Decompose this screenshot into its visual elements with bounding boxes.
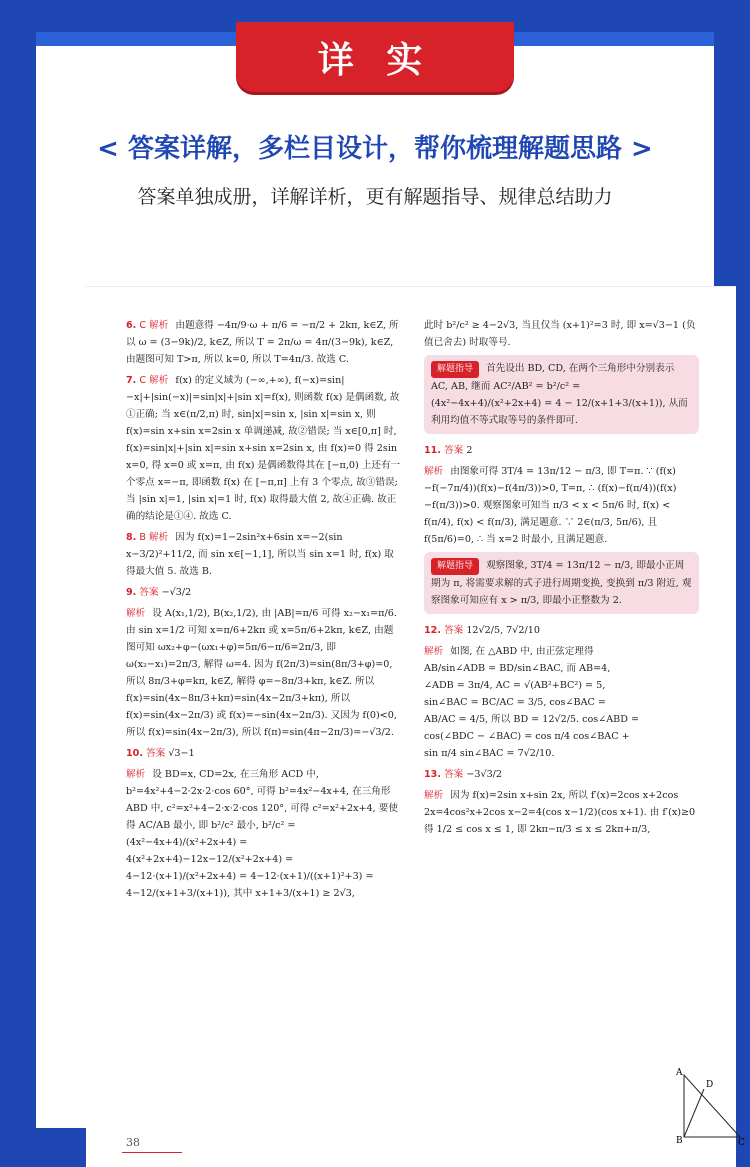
- item-text: 设 BD=x, CD=2x, 在三角形 ACD 中, b²=4x²+4−2·2x·2·cos 60°, 可得 b²=4x²−4x+4, 在三角形 ABD 中, c²=x²+4−2·x·2·cos 120°, 可得 c²=x²+2x+4, 要使得 AC/AB 最小, 即 b²/c² 最小, b²/c² = (4x²−4x+4)/(x²+2x+4) = 4(x²+2x+4)−12x−12/(x²+2x+4) = 4−12·(x+1)/(x²+2x+4) = 4−12·(x+1)/((x+1)²+3) = 4−12/(x+1+3/(x+1)), 其中 x+1+3/(x+1) ≥ 2√3,: [126, 769, 398, 899]
- item-text: f(x) 的定义域为 (−∞,+∞), f(−x)=sin|−x|+|sin(−x)|=sin|x|+|sin x|=f(x), 则函数 f(x) 是偶函数, 故①正确; 当 x∈(π/2,π) 时, sin|x|=sin x, |sin x|=sin x, 则 f(x)=sin x+sin x=2sin x 单调递减, 故②错误; 当 x∈[0,π] 时, f(x)=sin|x|+|sin x|=sin x+sin x=2sin x, 由 f(x)=0 得 2sin x=0, 得 x=0 或 x=π, 由 f(x) 是偶函数得其在 [−π,0) 上还有一个零点 x=−π, 即函数 f(x) 在 [−π,π] 上有 3 个零点, 故③错误; 当 |sin x|=1, |sin x|=1 时, f(x) 取得最大值 2, 故④正确. 故正确的结论是①④. 故选 C.: [126, 375, 401, 522]
- answer-item-11: [424, 442, 699, 459]
- right-column: [424, 317, 699, 842]
- answer-item-12-analysis: [424, 643, 699, 762]
- item-number: 11.: [424, 445, 441, 456]
- item-tag: 解析: [126, 769, 146, 780]
- answer-item-12: [424, 622, 699, 639]
- item-text: 由图象可得 3T/4 = 13π/12 − π/3, 即 T=π. ∵ (f(x)−f(−7π/4))(f(x)−f(4π/3))>0, T=π, ∴ (f(x)−f(π/4))(f(x)−f(π/3))>0. 观察图象可知当 π/3 < x < 5π/6 时, f(x) < f(π/4), f(x) < f(π/3), 满足题意. ∵ 2∈(π/3, 5π/6), 且 f(5π/6)=0, ∴ 当 x=2 时最小, 且满足题意.: [424, 466, 677, 545]
- item-text: 2: [466, 445, 473, 456]
- answer-item-10-cont: [424, 317, 699, 351]
- answer-item-13-analysis: [424, 787, 699, 838]
- tip-label: 解题指导: [431, 361, 479, 378]
- item-tag: 解析: [126, 608, 146, 619]
- item-tag: 答案: [444, 769, 464, 780]
- tip-text: 观察图象, 3T/4 = 13π/12 − π/3, 即最小正周期为 π, 将需要求解的式子进行周期变换, 变换到 π/3 附近, 观察图象可知应有 x > π/3, 即最小正整数为 2.: [431, 560, 692, 606]
- item-tag: 解析: [424, 790, 444, 801]
- item-text: −3√3/2: [466, 769, 503, 780]
- label-d: D: [706, 1080, 714, 1090]
- item-number: 12.: [424, 625, 441, 636]
- item-text: −√3/2: [161, 587, 192, 598]
- item-tag: 答案: [444, 625, 464, 636]
- tip-text: 首先设出 BD, CD, 在两个三角形中分别表示 AC, AB, 继而 AC²/AB² = b²/c² = (4x²−4x+4)/(x²+2x+4) = 4 − 12/(x+1+3/(x+1)), 从而利用均值不等式取等号的条件即可.: [431, 363, 688, 426]
- answer-item-10: [126, 745, 401, 762]
- answer-item-8: [126, 529, 401, 580]
- answer-item-6: [126, 317, 401, 368]
- item-tag: 答案: [139, 587, 159, 598]
- item-number: 6.: [126, 320, 137, 331]
- title-ribbon: [236, 22, 514, 92]
- answer-item-7: [126, 372, 401, 525]
- label-a: A: [676, 1068, 683, 1078]
- item-number: 9.: [126, 587, 137, 598]
- item-number: 13.: [424, 769, 441, 780]
- headline: < 答案详解，多栏目设计，帮你梳理解题思路 >: [97, 134, 653, 164]
- label-b: B: [676, 1136, 683, 1146]
- item-text: √3−1: [168, 748, 195, 759]
- item-text: 此时 b²/c² ≥ 4−2√3, 当且仅当 (x+1)²=3 时, 即 x=√3−1 (负值已舍去) 时取等号.: [424, 320, 696, 348]
- answer-item-13: [424, 766, 699, 783]
- answer-item-9: [126, 584, 401, 601]
- answer-item-11-analysis: [424, 463, 699, 548]
- item-tag: 答案: [146, 748, 166, 759]
- answer-item-10-analysis: [126, 766, 401, 902]
- item-text: 因为 f(x)=2sin x+sin 2x, 所以 f′(x)=2cos x+2cos 2x=4cos²x+2cos x−2=4(cos x−1/2)(cos x+1). 由 f′(x)≥0 得 1/2 ≤ cos x ≤ 1, 即 2kπ−π/3 ≤ x ≤ 2kπ+π/3,: [424, 790, 696, 835]
- item-tag: 解析: [424, 466, 444, 477]
- item-number: 7.: [126, 375, 137, 386]
- item-number: 10.: [126, 748, 143, 759]
- item-text: 设 A(x₁,1/2), B(x₂,1/2), 由 |AB|=π/6 可得 x₂−x₁=π/6. 由 sin x=1/2 可知 x=π/6+2kπ 或 x=5π/6+2kπ, k∈Z, 由题图可知 ωx₂+φ−(ωx₁+φ)=5π/6−π/6=2π/3, 即 ω(x₂−x₁)=2π/3, 解得 ω=4. 因为 f(2π/3)=sin(8π/3+φ)=0, 所以 8π/3+φ=kπ, k∈Z, 解得 φ=−8π/3+kπ, k∈Z. 所以 f(x)=sin(4x−8π/3+kπ)=sin(4x−2π/3+kπ), 所以 f(x)=sin(4x−2π/3) 或 f(x)=−sin(4x−2π/3). 又因为 f(0)<0, 所以 f(x)=sin(4x−2π/3), 所以 f(π)=sin(4π−2π/3)=−√3/2.: [126, 608, 397, 738]
- item-text: 由题意得 −4π/9·ω + π/6 = −π/2 + 2kπ, k∈Z, 所以 ω = (3−9k)/2, k∈Z, 所以 T = 2π/ω = 4π/(3−9k), k∈Z, 由题图可知 T>π, 所以 k=0, 所以 T=4π/3. 故选 C.: [126, 320, 399, 365]
- triangle-figure: [676, 1067, 746, 1147]
- subline: 答案单独成册，详解详析，更有解题指导、规律总结助力: [137, 186, 613, 208]
- item-text: 如图, 在 △ABD 中, 由正弦定理得 AB/sin∠ADB = BD/sin∠BAC, 而 AB=4, ∠ADB = 3π/4, AC = √(AB²+BC²) = 5, sin∠BAC = BC/AC = 3/5, cos∠BAC = AB/AC = 4/5, 所以 BD = 12√2/5. cos∠ABD = cos(∠BDC − ∠BAC) = cos π/4 cos∠BAC + sin π/4 sin∠BAC = 7√2/10.: [424, 646, 640, 759]
- page-number: 38: [126, 1136, 140, 1149]
- item-text: 12√2/5, 7√2/10: [466, 625, 540, 636]
- item-tag: B 解析: [139, 532, 169, 543]
- answer-page: [86, 286, 745, 1167]
- item-text: 因为 f(x)=1−2sin²x+6sin x=−2(sin x−3/2)²+11/2, 而 sin x∈[−1,1], 所以当 sin x=1 时, f(x) 取得最大值 5. 故选 B.: [126, 532, 394, 577]
- page-number-line: [122, 1152, 182, 1153]
- left-column: [126, 317, 401, 906]
- content-card: [36, 46, 745, 1149]
- ribbon-title: 详 实: [317, 40, 433, 81]
- tip-label: 解题指导: [431, 558, 479, 575]
- answer-item-9-analysis: [126, 605, 401, 741]
- item-tag: 解析: [424, 646, 444, 657]
- item-tag: C 解析: [139, 375, 169, 386]
- item-tag: 答案: [444, 445, 464, 456]
- label-c: C: [738, 1138, 745, 1147]
- item-number: 8.: [126, 532, 137, 543]
- item-tag: C 解析: [139, 320, 169, 331]
- tip-box-10: [424, 355, 699, 434]
- tip-box-11: [424, 552, 699, 614]
